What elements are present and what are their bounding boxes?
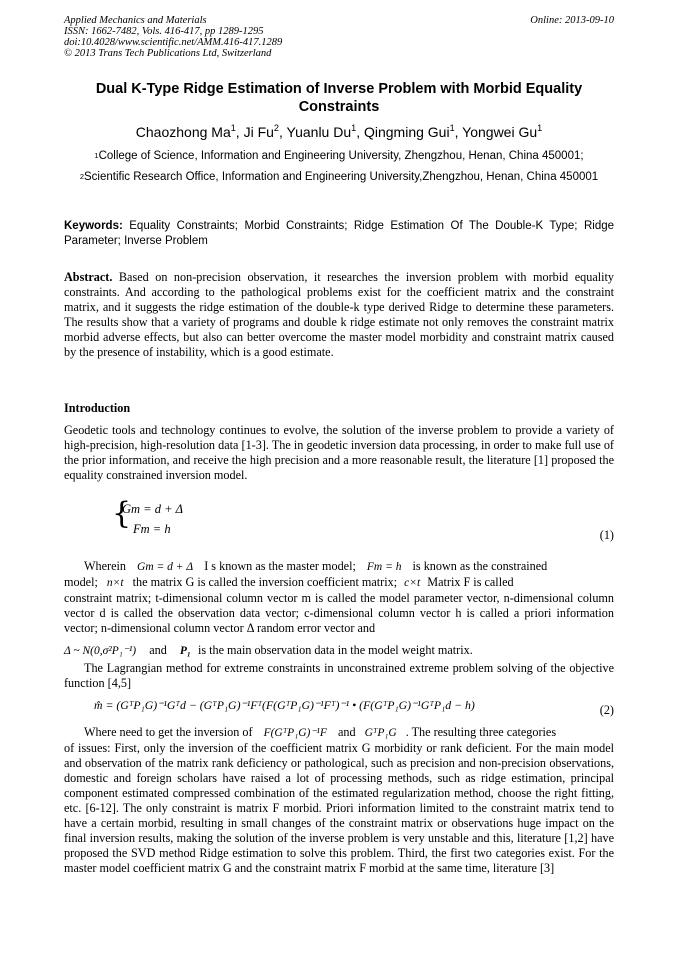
intro-line-wherein	[84, 559, 614, 575]
text-span: and	[337, 725, 356, 739]
journal-header	[64, 15, 282, 59]
author-name: Yuanlu Du	[286, 124, 352, 140]
text-span: I s known as the master model;	[204, 559, 356, 573]
author-affiliation-mark: 1	[537, 123, 543, 133]
abstract-text: Based on non-precision observation, it researches the inversion problem with morbid equality constraints. And according to the pathological problems exist for the coefficient matrix and the constraint matrix, and it suggests the ridge estimation of the double-k type derived Ridge to determine these parameters. The results show that a variety of programs and double k ridge estimate not only removes the constraint matrix morbid adverse effects, but also can better overcome the master model morbidity and constraint matrix caused by the presence of instability, which is a good estimate.	[64, 270, 614, 359]
text-span: the matrix G is called the inversion coefficient matrix;	[132, 575, 398, 589]
journal-copyright: © 2013 Trans Tech Publications Ltd, Switzerland	[64, 48, 272, 59]
author-affiliation-mark: 1	[351, 123, 357, 133]
inline-equation: c×t	[404, 577, 421, 589]
intro-paragraph-1: Geodetic tools and technology continues to evolve, the solution of the inverse problem to provide a variety of high-precision, high-resolution data [1-3]. The in geodetic inversion data processing, in order to make full use of the prior information, and receive the high precision and a more reasonable result, the literature [1] proposed the equality constrained inversion model.	[64, 423, 614, 482]
equation-brace: {	[112, 496, 132, 531]
affiliation-text: Scientific Research Office, Information and Engineering University,Zhengzhou, Henan, China 450001	[83, 171, 599, 183]
online-date: Online: 2013-09-10	[530, 15, 614, 26]
equation-1-line-1: Gm = d + Δ	[122, 502, 184, 516]
text-span: Where need to get the inversion of	[84, 725, 253, 739]
abstract-label: Abstract.	[64, 270, 113, 284]
journal-doi: doi:10.4028/www.scientific.net/AMM.416-417.1289	[64, 37, 283, 48]
paper-title: Dual K-Type Ridge Estimation of Inverse Problem with Morbid Equality Constraints	[95, 81, 583, 115]
affiliation-number: 1	[94, 151, 99, 160]
text-span: is known as the constrained	[412, 559, 548, 573]
author-list: Chaozhong Ma$^1$, Ji Fu$^2$, Yuanlu Du$^1$, Qingming Gui$^1$, Yongwei Gu$^1$	[135, 123, 543, 140]
author-name: Ji Fu	[243, 124, 274, 140]
intro-paragraph-3: The Lagrangian method for extreme constraints in unconstrained extreme problem solving of the objective function [4,5]	[64, 661, 614, 690]
inline-equation: Gm = d + Δ	[137, 561, 194, 573]
journal-name: Applied Mechanics and Materials	[64, 15, 207, 26]
author-name: Chaozhong Ma	[135, 124, 231, 140]
inline-equation: F(GᵀP₁G)⁻¹F	[263, 727, 327, 739]
author-affiliation-mark: 1	[230, 123, 236, 133]
keywords-text: Equality Constraints; Morbid Constraints; Ridge Estimation Of The Double-K Type; Ridge Parameter; Inverse Problem	[64, 220, 615, 247]
author-affiliation-mark: 2	[273, 123, 279, 133]
equation-2: m̂ = (GᵀP₁G)⁻¹Gᵀd − (GᵀP₁G)⁻¹Fᵀ(F(GᵀP₁G)⁻¹Fᵀ)⁻¹ • (F(GᵀP₁G)⁻¹GᵀP₁d − h)	[94, 698, 475, 712]
affiliation-number: 2	[79, 172, 84, 181]
equation-1-line-2: Fm = h	[133, 522, 171, 536]
intro-line-distribution	[64, 643, 614, 659]
intro-paragraph-4: of issues: First, only the inversion of the coefficient matrix G morbidity or rank deficient. For the main model and observation of the matrix rank deficiency or pathological, such as precision and non-precision observations, domestic and foreign scholars have raised a lot of processing methods, such as ridge estimation, principal component estimated compressed combination of the estimated regularization method, choose the right fitting, etc. [6-12]. The only constraint is matrix F morbid. Priori information limited to the constraint matrix tend to have a certain morbid, resulting in small changes of the constraint matrix or observations huge impact on the final inversion results, making the solution of the inverse problem is very unstable and this, literature [1,2] have proposed the SVD method Ridge estimation to solve this problem. Third, the first two categories exist. For the master model coefficient matrix G and the constraint matrix F morbid at the same time, literature [3]	[64, 741, 614, 875]
text-span: . The resulting three categories	[405, 725, 557, 739]
intro-paragraph-2: constraint matrix; t-dimensional column vector m is called the model parameter vector, n-dimensional column vector d is called the observation data vector; c-dimensional column vector h is called a priori information vector; n-dimensional column vector Δ random error vector and	[64, 591, 614, 635]
text-span: and	[149, 643, 167, 657]
inline-equation: Δ ~ N(0,σ²P₁⁻¹)	[64, 645, 137, 657]
equation-2-number: (2)	[599, 703, 614, 717]
affiliation-2	[64, 170, 614, 185]
author-affiliation-mark: 1	[449, 123, 455, 133]
abstract	[64, 270, 614, 360]
inline-equation: GᵀP₁G	[364, 727, 397, 739]
author-name: Yongwei Gu	[462, 124, 538, 140]
author-name: Qingming Gui	[363, 124, 450, 140]
keywords-label: Keywords:	[64, 220, 123, 232]
section-heading: Introduction	[64, 401, 131, 415]
journal-issn: ISSN: 1662-7482, Vols. 416-417, pp 1289-1295	[64, 26, 264, 37]
intro-line-where	[84, 725, 614, 741]
intro-line-model	[64, 575, 614, 591]
text-span: model;	[64, 575, 98, 589]
text-span: is the main observation data in the model weight matrix.	[197, 643, 473, 657]
affiliation-1	[64, 149, 614, 164]
inline-equation: P₁	[179, 645, 191, 657]
inline-equation: n×t	[106, 577, 124, 589]
equation-1-number: (1)	[599, 528, 614, 542]
keywords	[64, 219, 614, 249]
inline-equation: Fm = h	[366, 561, 402, 573]
text-span: Matrix F is called	[427, 575, 514, 589]
text-span: Wherein	[84, 559, 126, 573]
affiliation-text: College of Science, Information and Engineering University, Zhengzhou, Henan, China 450001;	[98, 150, 584, 162]
